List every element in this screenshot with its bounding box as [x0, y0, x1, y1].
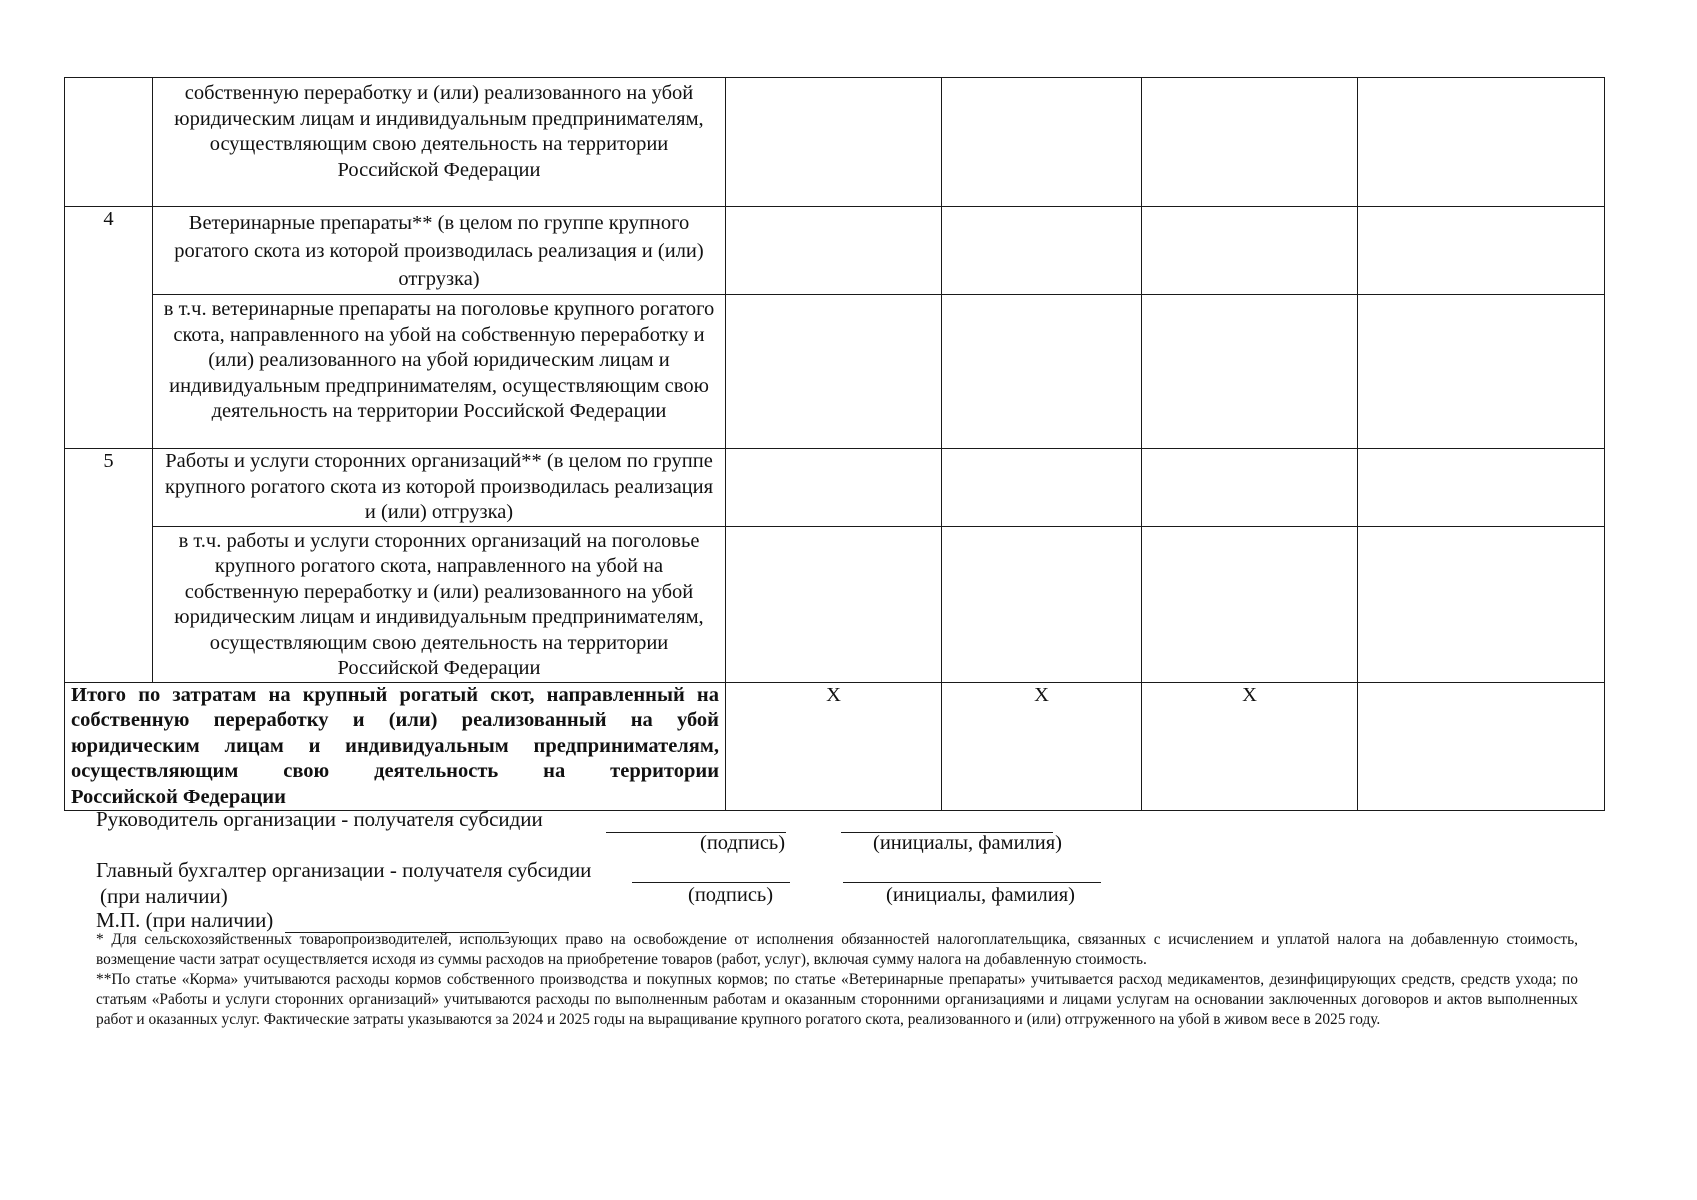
row-description: Работы и услуги сторонних организаций** (в целом по группе крупного рогатого скота из которой производилась реализация и (или) отгрузка) [153, 449, 726, 527]
footnote: * Для сельскохозяйственных товаропроизводителей, использующих право на освобождение от исполнения обязанностей налогоплательщика, связанных с исчислением и уплатой налога на добавленную стоимость, возмещение части затрат осуществляется исходя из суммы расходов на приобретение товаров (работ, услуг), включая сумму налога на добавленную стоимость. [96, 931, 1578, 968]
value-cell [1142, 526, 1358, 682]
row-description: в т.ч. работы и услуги сторонних организаций на поголовье крупного рогатого скота, направленного на убой на собственную переработку и (или) реализованного на убой юридическим лицам и индивидуальным предпринимателям, осуществляющим свою деятельность на территории Российской Федерации [153, 526, 726, 682]
head-sign-caption: (подпись) [700, 832, 786, 854]
value-cell [726, 78, 942, 207]
accountant-name-line [843, 882, 1101, 883]
value-cell [942, 78, 1142, 207]
accountant-name-caption: (инициалы, фамилия) [886, 884, 1075, 906]
table-row [65, 78, 1605, 207]
stamp-label: М.П. (при наличии) [96, 908, 274, 932]
total-row [65, 682, 1605, 811]
row-number: 5 [65, 449, 153, 683]
value-cell [1358, 526, 1605, 682]
table-row [65, 526, 1605, 682]
value-cell [942, 207, 1142, 295]
value-cell [1358, 449, 1605, 527]
footnote: **По статье «Корма» учитываются расходы кормов собственного производства и покупных кормов; по статье «Ветеринарные препараты» учитывается расход медикаментов, дезинфицирующих средств, средств ухода; по статьям «Работы и услуги сторонних организаций» учитываются расходы по выполненным работам и оказанным сторонними организациями и лицами услугам на основании заключенных договоров и актов выполненных работ и оказанных услуг. Фактические затраты указываются за 2024 и 2025 годы на выращивание крупного рогатого скота, реализованного и (или) отгруженного на убой в живом весе в 2025 году. [96, 971, 1578, 1028]
value-cell [942, 526, 1142, 682]
value-cell [726, 526, 942, 682]
value-cell [726, 295, 942, 449]
accountant-signature-line [632, 882, 790, 883]
accountant-signature-label: Главный бухгалтер организации - получателя субсидии [96, 858, 592, 882]
total-mark: Х [1142, 682, 1358, 811]
head-name-caption: (инициалы, фамилия) [873, 832, 1062, 854]
accountant-note: (при наличии) [100, 884, 228, 908]
total-mark [1358, 682, 1605, 811]
value-cell [1142, 449, 1358, 527]
value-cell [1358, 207, 1605, 295]
value-cell [726, 449, 942, 527]
value-cell [942, 295, 1142, 449]
table-row [65, 207, 1605, 295]
total-label: Итого по затратам на крупный рогатый скот, направленный на собственную переработку и (или) реализованный на убой юридическим лицам и индивидуальным предпринимателям, осуществляющим свою деятельность на территории Российской Федерации [65, 682, 726, 811]
value-cell [1358, 78, 1605, 207]
head-signature-label: Руководитель организации - получателя субсидии [96, 807, 543, 831]
table-row [65, 449, 1605, 527]
row-description: собственную переработку и (или) реализованного на убой юридическим лицам и индивидуальным предпринимателям, осуществляющим свою деятельность на территории Российской Федерации [153, 78, 726, 207]
total-mark: Х [942, 682, 1142, 811]
footnotes [96, 930, 1578, 1030]
accountant-sign-caption: (подпись) [688, 884, 774, 906]
table-row [65, 295, 1605, 449]
row-description: в т.ч. ветеринарные препараты на поголовье крупного рогатого скота, направленного на убой на собственную переработку и (или) реализованного на убой юридическим лицам и индивидуальным предпринимателям, осуществляющим свою деятельность на территории Российской Федерации [153, 295, 726, 449]
value-cell [1358, 295, 1605, 449]
value-cell [1142, 207, 1358, 295]
cost-table [64, 77, 1605, 811]
row-number: 4 [65, 207, 153, 449]
total-mark: Х [726, 682, 942, 811]
row-description: Ветеринарные препараты** (в целом по группе крупного рогатого скота из которой производилась реализация и (или) отгрузка) [153, 207, 726, 295]
value-cell [942, 449, 1142, 527]
value-cell [1142, 295, 1358, 449]
value-cell [1142, 78, 1358, 207]
row-number [65, 78, 153, 207]
value-cell [726, 207, 942, 295]
